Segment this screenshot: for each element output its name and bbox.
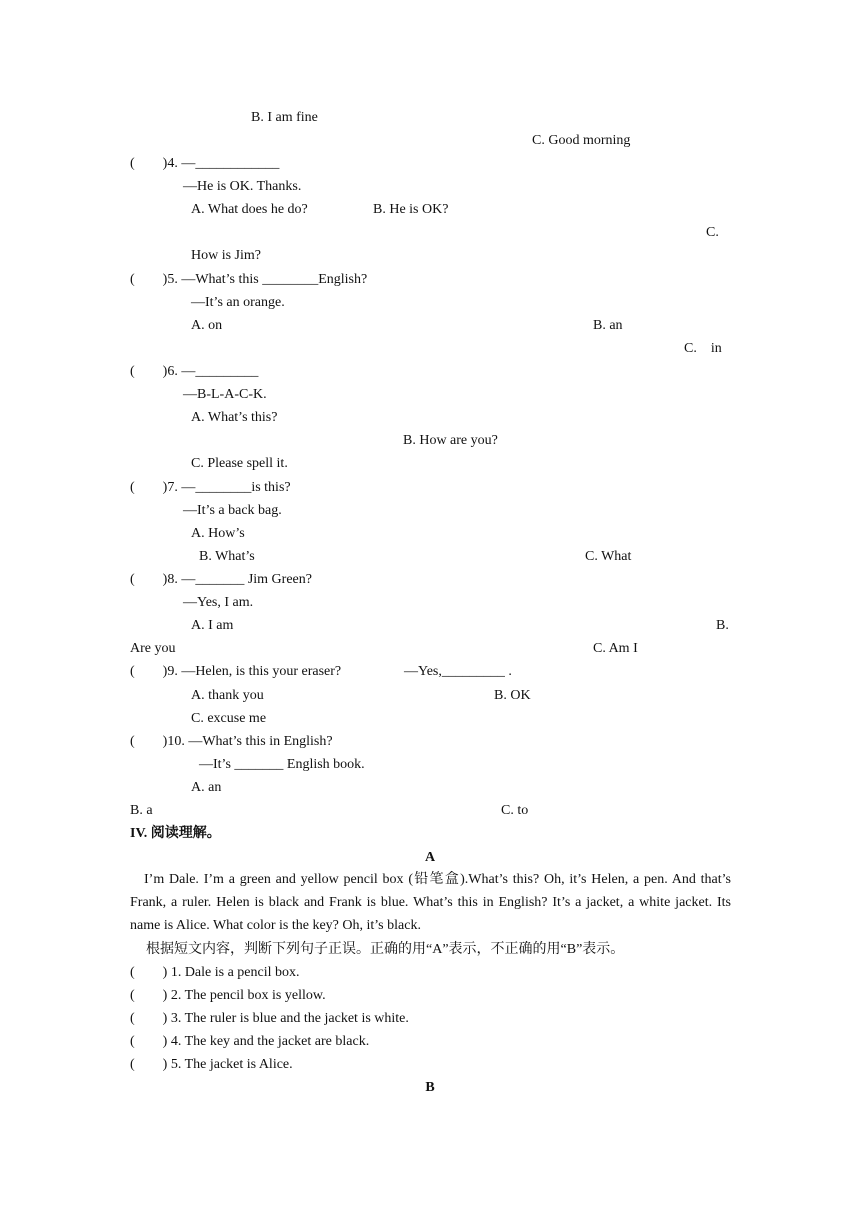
reading-passage: I’m Dale. I’m a green and yellow pencil box (铅笔盒).What’s this? Oh, it’s Helen, a pen. And that’s Frank, a ruler. Helen is black and Frank is blue. What’s this in English? It’s a jacket, a white jacket. Its name is Alice. What color is the key? Oh, it’s black. [130, 872, 731, 933]
q8-option-b-text: Are you [130, 641, 176, 656]
instruction-text: 根据短文内容，判断下列句子正误。正确的用“A”表示，不正确的用“B”表示。 [146, 942, 625, 957]
q8-stem: ( )8. —_______ Jim Green? [130, 572, 312, 587]
q9-answer: —Yes,_________ . [404, 664, 512, 679]
q4-option-c-text: How is Jim? [191, 248, 261, 263]
q10-option-a: A. an [191, 780, 222, 795]
q3-option-c: C. Good morning [532, 133, 631, 148]
q4-stem: ( )4. —____________ [130, 156, 280, 171]
q5-option-b: B. an [593, 318, 623, 333]
q9-option-b: B. OK [494, 688, 531, 703]
q4-option-a: A. What does he do? [191, 202, 308, 217]
judgment-item: ( ) 1. Dale is a pencil box. [130, 965, 300, 980]
q9-option-a: A. thank you [191, 688, 264, 703]
q6-option-c: C. Please spell it. [191, 456, 288, 471]
q5-option-a: A. on [191, 318, 223, 333]
q6-answer: —B-L-A-C-K. [183, 387, 267, 402]
q7-option-b: B. What’s [199, 549, 255, 564]
q5-answer: —It’s an orange. [191, 295, 285, 310]
q7-option-a: A. How’s [191, 526, 245, 541]
q7-option-c: C. What [585, 549, 632, 564]
q9-stem: ( )9. —Helen, is this your eraser? [130, 664, 342, 679]
q8-option-c: C. Am I [593, 641, 638, 656]
q8-option-b-letter: B. [716, 618, 729, 633]
q6-option-a: A. What’s this? [191, 410, 278, 425]
judgment-item: ( ) 2. The pencil box is yellow. [130, 988, 326, 1003]
q3-option-b: B. I am fine [251, 110, 318, 125]
section-heading: IV. 阅读理解。 [130, 826, 221, 841]
q8-answer: —Yes, I am. [183, 595, 254, 610]
q10-stem: ( )10. —What’s this in English? [130, 734, 333, 749]
q4-option-c-letter: C. [706, 225, 719, 240]
q10-answer: —It’s _______ English book. [199, 757, 365, 772]
q4-answer: —He is OK. Thanks. [183, 179, 302, 194]
q7-stem: ( )7. —________is this? [130, 480, 291, 495]
q7-answer: —It’s a back bag. [183, 503, 282, 518]
judgment-item: ( ) 3. The ruler is blue and the jacket is white. [130, 1011, 409, 1026]
q6-stem: ( )6. —_________ [130, 364, 259, 379]
judgment-item: ( ) 4. The key and the jacket are black. [130, 1034, 370, 1049]
part-b-title: B [425, 1080, 435, 1095]
q10-option-c: C. to [501, 803, 529, 818]
q9-option-c: C. excuse me [191, 711, 267, 726]
q5-option-c: C. in [684, 341, 722, 356]
q5-stem: ( )5. —What’s this ________English? [130, 272, 368, 287]
q10-option-b: B. a [130, 803, 153, 818]
q6-option-b: B. How are you? [403, 433, 498, 448]
q4-option-b: B. He is OK? [373, 202, 449, 217]
q8-option-a: A. I am [191, 618, 234, 633]
part-a-title: A [424, 850, 436, 865]
judgment-item: ( ) 5. The jacket is Alice. [130, 1057, 293, 1072]
